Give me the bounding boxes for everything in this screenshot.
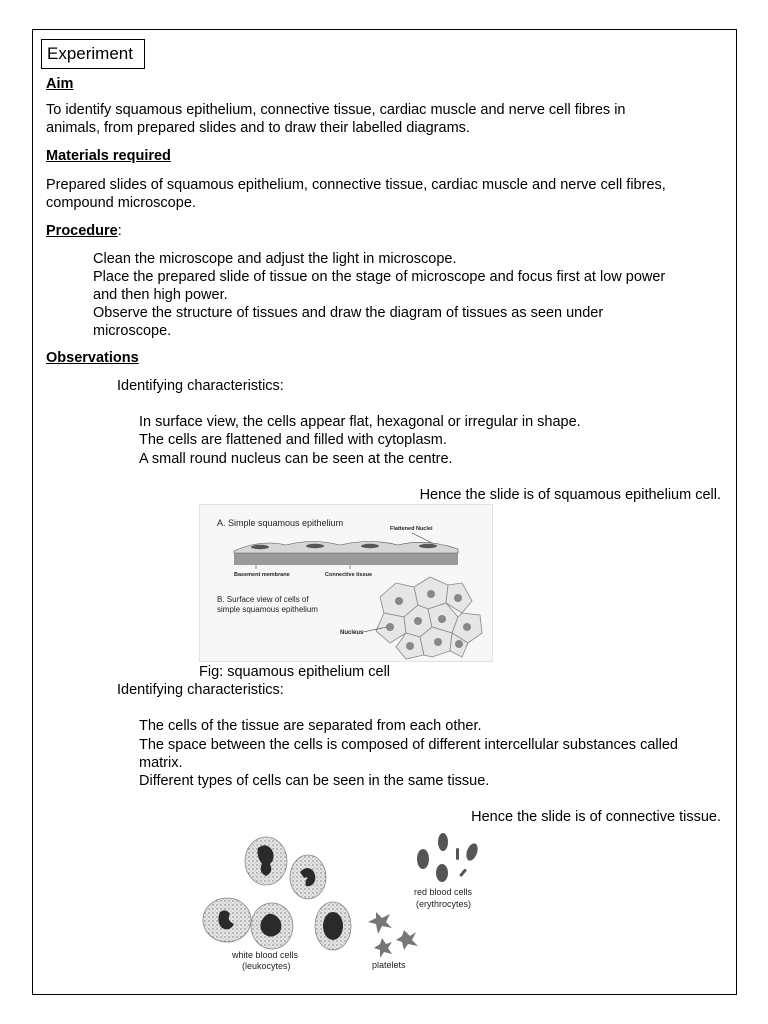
materials-line-2: compound microscope. xyxy=(46,195,196,211)
procedure-line-4: Observe the structure of tissues and draw the diagram of tissues as seen under xyxy=(93,305,604,321)
rbc-cell xyxy=(417,849,429,869)
cell-nucleus xyxy=(427,590,435,598)
rbc-cell xyxy=(436,864,448,882)
squamous-intro: Identifying characteristics: xyxy=(117,378,284,394)
connective-line-4: Different types of cells can be seen in the same tissue. xyxy=(139,773,490,789)
procedure-heading-row xyxy=(46,222,122,240)
fig-label-a: A. Simple squamous epithelium xyxy=(217,518,344,528)
flat-nucleus xyxy=(251,545,269,549)
squamous-caption: Fig: squamous epithelium cell xyxy=(199,664,391,680)
squamous-diagram xyxy=(200,505,494,663)
flat-nucleus xyxy=(419,544,437,548)
connective-line-3: matrix. xyxy=(139,755,183,771)
materials-line-1: Prepared slides of squamous epithelium, connective tissue, cardiac muscle and nerve cell fibres, xyxy=(46,177,666,193)
blood-cells-diagram xyxy=(196,828,496,978)
aim-line-1: To identify squamous epithelium, connective tissue, cardiac muscle and nerve cell fibres in xyxy=(46,102,626,118)
fig-platelets-label: platelets xyxy=(372,960,406,970)
flat-nucleus xyxy=(361,544,379,548)
fig-label-b-1: B. Surface view of cells of xyxy=(217,595,309,604)
rbc-cell xyxy=(456,848,459,860)
wbc-nucleus xyxy=(323,912,343,940)
fig-label-b-2: simple squamous epithelium xyxy=(217,605,318,614)
white-blood-cells xyxy=(203,837,351,950)
procedure-line-5: microscope. xyxy=(93,323,172,339)
squamous-line-3: A small round nucleus can be seen at the centre. xyxy=(139,451,453,467)
cell-nucleus xyxy=(406,642,414,650)
fig-nucleus-label: Nucleus xyxy=(340,630,364,636)
page-title: Experiment xyxy=(41,39,145,69)
flat-nucleus xyxy=(306,544,324,548)
cell-nucleus xyxy=(438,615,446,623)
squamous-conclusion: Hence the slide is of squamous epithelium cell. xyxy=(419,487,721,503)
rbc-cell xyxy=(459,868,467,877)
connective-conclusion: Hence the slide is of connective tissue. xyxy=(471,809,721,825)
connective-line-1: The cells of the tissue are separated from each other. xyxy=(139,718,482,734)
connective-intro: Identifying characteristics: xyxy=(117,682,284,698)
fig-connective-tissue-label: Connective tissue xyxy=(325,572,373,578)
materials-heading: Materials required xyxy=(46,148,171,164)
cell-nucleus xyxy=(455,640,463,648)
platelet xyxy=(396,930,418,950)
fig-basement-membrane-label: Basement membrane xyxy=(234,572,290,578)
observations-heading: Observations xyxy=(46,350,139,366)
aim-heading: Aim xyxy=(46,76,74,92)
squamous-figure xyxy=(199,504,493,662)
rbc-cell xyxy=(464,842,480,862)
cell-nucleus xyxy=(434,638,442,646)
aim-line-2: animals, from prepared slides and to draw their labelled diagrams. xyxy=(46,120,470,136)
fig-flattened-nuclei-label: Flattened Nuclei xyxy=(390,526,433,532)
procedure-line-2: Place the prepared slide of tissue on the stage of microscope and focus first at low power xyxy=(93,269,666,285)
procedure-heading: Procedure xyxy=(46,223,118,239)
surface-cells xyxy=(376,577,482,659)
rbc-cell xyxy=(438,833,448,851)
squamous-line-2: The cells are flattened and filled with cytoplasm. xyxy=(139,432,447,448)
squamous-line-1: In surface view, the cells appear flat, hexagonal or irregular in shape. xyxy=(139,414,581,430)
platelet xyxy=(374,938,392,958)
platelets xyxy=(368,912,418,958)
cell-nucleus xyxy=(386,623,394,631)
fig-wbc-label-1: white blood cells xyxy=(232,950,299,960)
fig-wbc-label-2: (leukocytes) xyxy=(242,961,291,971)
red-blood-cells xyxy=(417,833,480,882)
fig-rbc-label-1: red blood cells xyxy=(414,887,473,897)
procedure-colon: : xyxy=(117,223,122,239)
cell-nucleus xyxy=(414,617,422,625)
cell-nucleus xyxy=(454,594,462,602)
connective-line-2: The space between the cells is composed of different intercellular substances called xyxy=(139,737,678,753)
platelet xyxy=(368,912,392,934)
fig-rbc-label-2: (erythrocytes) xyxy=(416,899,472,909)
procedure-line-3: and then high power. xyxy=(93,287,228,303)
cell-nucleus xyxy=(463,623,471,631)
procedure-line-1: Clean the microscope and adjust the light in microscope. xyxy=(93,251,457,267)
blood-cells-figure xyxy=(196,828,496,978)
cell-nucleus xyxy=(395,597,403,605)
